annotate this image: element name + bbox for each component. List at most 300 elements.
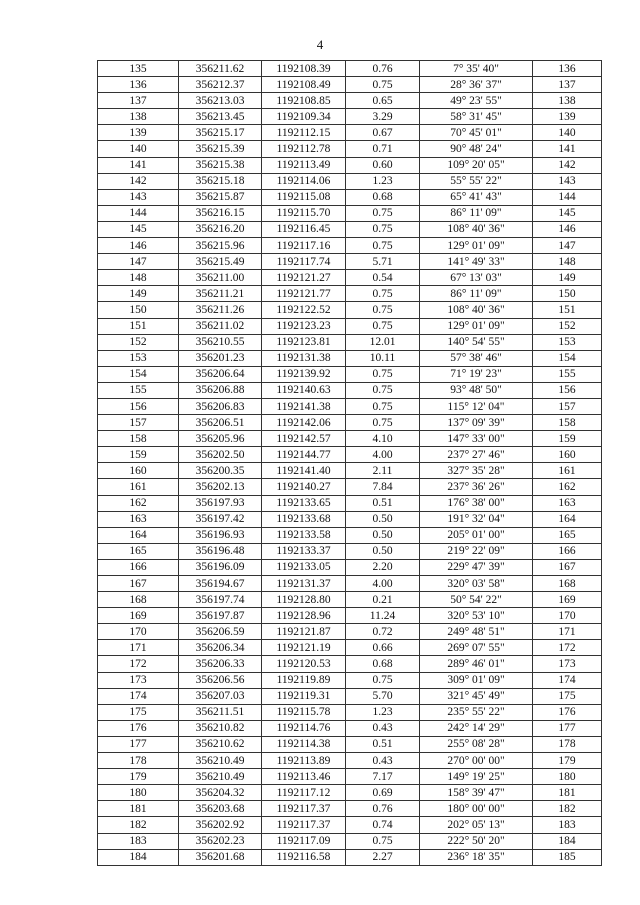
- point-number-cell: 135: [98, 61, 179, 77]
- y-coordinate-cell: 1192133.58: [262, 527, 346, 543]
- y-coordinate-cell: 1192128.80: [262, 592, 346, 608]
- table-row: [98, 415, 602, 431]
- point-number-cell: 170: [98, 624, 179, 640]
- table-row: [98, 527, 602, 543]
- table-row: [98, 382, 602, 398]
- table-row: [98, 398, 602, 414]
- table-row: [98, 769, 602, 785]
- y-coordinate-cell: 1192115.08: [262, 189, 346, 205]
- distance-cell: 0.75: [346, 221, 420, 237]
- distance-cell: 7.84: [346, 479, 420, 495]
- y-coordinate-cell: 1192119.89: [262, 672, 346, 688]
- next-point-number-cell: 166: [533, 543, 602, 559]
- point-number-cell: 157: [98, 415, 179, 431]
- table-row: [98, 592, 602, 608]
- table-row: [98, 511, 602, 527]
- x-coordinate-cell: 356215.49: [179, 254, 262, 270]
- x-coordinate-cell: 356197.42: [179, 511, 262, 527]
- y-coordinate-cell: 1192133.65: [262, 495, 346, 511]
- next-point-number-cell: 141: [533, 141, 602, 157]
- x-coordinate-cell: 356202.13: [179, 479, 262, 495]
- y-coordinate-cell: 1192108.39: [262, 61, 346, 77]
- y-coordinate-cell: 1192133.68: [262, 511, 346, 527]
- bearing-cell: 191° 32' 04": [420, 511, 533, 527]
- x-coordinate-cell: 356215.17: [179, 125, 262, 141]
- bearing-cell: 255° 08' 28": [420, 736, 533, 752]
- point-number-cell: 150: [98, 302, 179, 318]
- point-number-cell: 167: [98, 576, 179, 592]
- y-coordinate-cell: 1192121.77: [262, 286, 346, 302]
- y-coordinate-cell: 1192142.57: [262, 431, 346, 447]
- distance-cell: 0.50: [346, 543, 420, 559]
- table-row: [98, 543, 602, 559]
- y-coordinate-cell: 1192133.37: [262, 543, 346, 559]
- distance-cell: 10.11: [346, 350, 420, 366]
- point-number-cell: 139: [98, 125, 179, 141]
- table-row: [98, 785, 602, 801]
- x-coordinate-cell: 356206.59: [179, 624, 262, 640]
- x-coordinate-cell: 356213.45: [179, 109, 262, 125]
- x-coordinate-cell: 356196.48: [179, 543, 262, 559]
- bearing-cell: 249° 48' 51": [420, 624, 533, 640]
- table-row: [98, 254, 602, 270]
- next-point-number-cell: 159: [533, 431, 602, 447]
- bearing-cell: 158° 39' 47": [420, 785, 533, 801]
- next-point-number-cell: 171: [533, 624, 602, 640]
- table-row: [98, 849, 602, 865]
- x-coordinate-cell: 356215.87: [179, 189, 262, 205]
- y-coordinate-cell: 1192144.77: [262, 447, 346, 463]
- distance-cell: 5.70: [346, 688, 420, 704]
- distance-cell: 1.23: [346, 173, 420, 189]
- point-number-cell: 182: [98, 817, 179, 833]
- x-coordinate-cell: 356211.51: [179, 704, 262, 720]
- next-point-number-cell: 150: [533, 286, 602, 302]
- next-point-number-cell: 151: [533, 302, 602, 318]
- coordinates-table-body: [98, 61, 602, 866]
- bearing-cell: 55° 55' 22": [420, 173, 533, 189]
- x-coordinate-cell: 356202.50: [179, 447, 262, 463]
- bearing-cell: 235° 55' 22": [420, 704, 533, 720]
- x-coordinate-cell: 356197.93: [179, 495, 262, 511]
- point-number-cell: 169: [98, 608, 179, 624]
- next-point-number-cell: 184: [533, 833, 602, 849]
- distance-cell: 0.60: [346, 157, 420, 173]
- point-number-cell: 142: [98, 173, 179, 189]
- point-number-cell: 136: [98, 77, 179, 93]
- x-coordinate-cell: 356207.03: [179, 688, 262, 704]
- next-point-number-cell: 144: [533, 189, 602, 205]
- table-row: [98, 640, 602, 656]
- x-coordinate-cell: 356210.55: [179, 334, 262, 350]
- bearing-cell: 236° 18' 35": [420, 849, 533, 865]
- point-number-cell: 143: [98, 189, 179, 205]
- bearing-cell: 222° 50' 20": [420, 833, 533, 849]
- table-row: [98, 93, 602, 109]
- x-coordinate-cell: 356211.21: [179, 286, 262, 302]
- point-number-cell: 173: [98, 672, 179, 688]
- y-coordinate-cell: 1192122.52: [262, 302, 346, 318]
- x-coordinate-cell: 356211.02: [179, 318, 262, 334]
- x-coordinate-cell: 356202.92: [179, 817, 262, 833]
- point-number-cell: 166: [98, 559, 179, 575]
- point-number-cell: 176: [98, 720, 179, 736]
- bearing-cell: 320° 03' 58": [420, 576, 533, 592]
- x-coordinate-cell: 356196.09: [179, 559, 262, 575]
- table-row: [98, 141, 602, 157]
- y-coordinate-cell: 1192123.81: [262, 334, 346, 350]
- point-number-cell: 165: [98, 543, 179, 559]
- next-point-number-cell: 181: [533, 785, 602, 801]
- bearing-cell: 28° 36' 37": [420, 77, 533, 93]
- bearing-cell: 242° 14' 29": [420, 720, 533, 736]
- table-row: [98, 125, 602, 141]
- y-coordinate-cell: 1192131.38: [262, 350, 346, 366]
- x-coordinate-cell: 356201.23: [179, 350, 262, 366]
- next-point-number-cell: 180: [533, 769, 602, 785]
- bearing-cell: 147° 33' 00": [420, 431, 533, 447]
- next-point-number-cell: 179: [533, 753, 602, 769]
- bearing-cell: 269° 07' 55": [420, 640, 533, 656]
- bearing-cell: 57° 38' 46": [420, 350, 533, 366]
- y-coordinate-cell: 1192114.06: [262, 173, 346, 189]
- bearing-cell: 237° 27' 46": [420, 447, 533, 463]
- point-number-cell: 183: [98, 833, 179, 849]
- bearing-cell: 49° 23' 55": [420, 93, 533, 109]
- next-point-number-cell: 162: [533, 479, 602, 495]
- distance-cell: 0.51: [346, 495, 420, 511]
- bearing-cell: 320° 53' 10": [420, 608, 533, 624]
- point-number-cell: 180: [98, 785, 179, 801]
- x-coordinate-cell: 356215.18: [179, 173, 262, 189]
- point-number-cell: 174: [98, 688, 179, 704]
- next-point-number-cell: 149: [533, 270, 602, 286]
- distance-cell: 0.71: [346, 141, 420, 157]
- table-row: [98, 189, 602, 205]
- distance-cell: 0.75: [346, 672, 420, 688]
- table-row: [98, 77, 602, 93]
- x-coordinate-cell: 356196.93: [179, 527, 262, 543]
- x-coordinate-cell: 356211.26: [179, 302, 262, 318]
- distance-cell: 0.68: [346, 189, 420, 205]
- x-coordinate-cell: 356213.03: [179, 93, 262, 109]
- distance-cell: 0.75: [346, 382, 420, 398]
- next-point-number-cell: 143: [533, 173, 602, 189]
- next-point-number-cell: 155: [533, 366, 602, 382]
- x-coordinate-cell: 356210.62: [179, 736, 262, 752]
- next-point-number-cell: 158: [533, 415, 602, 431]
- table-row: [98, 608, 602, 624]
- point-number-cell: 146: [98, 238, 179, 254]
- x-coordinate-cell: 356215.96: [179, 238, 262, 254]
- next-point-number-cell: 170: [533, 608, 602, 624]
- point-number-cell: 137: [98, 93, 179, 109]
- table-row: [98, 350, 602, 366]
- distance-cell: 2.27: [346, 849, 420, 865]
- y-coordinate-cell: 1192117.74: [262, 254, 346, 270]
- x-coordinate-cell: 356205.96: [179, 431, 262, 447]
- bearing-cell: 205° 01' 00": [420, 527, 533, 543]
- next-point-number-cell: 139: [533, 109, 602, 125]
- table-row: [98, 704, 602, 720]
- bearing-cell: 237° 36' 26": [420, 479, 533, 495]
- bearing-cell: 7° 35' 40": [420, 61, 533, 77]
- table-row: [98, 334, 602, 350]
- next-point-number-cell: 156: [533, 382, 602, 398]
- point-number-cell: 145: [98, 221, 179, 237]
- table-row: [98, 366, 602, 382]
- next-point-number-cell: 173: [533, 656, 602, 672]
- x-coordinate-cell: 356206.88: [179, 382, 262, 398]
- table-row: [98, 559, 602, 575]
- table-row: [98, 238, 602, 254]
- x-coordinate-cell: 356212.37: [179, 77, 262, 93]
- x-coordinate-cell: 356206.56: [179, 672, 262, 688]
- next-point-number-cell: 178: [533, 736, 602, 752]
- bearing-cell: 108° 40' 36": [420, 221, 533, 237]
- y-coordinate-cell: 1192139.92: [262, 366, 346, 382]
- bearing-cell: 309° 01' 09": [420, 672, 533, 688]
- bearing-cell: 129° 01' 09": [420, 318, 533, 334]
- next-point-number-cell: 165: [533, 527, 602, 543]
- y-coordinate-cell: 1192114.76: [262, 720, 346, 736]
- bearing-cell: 202° 05' 13": [420, 817, 533, 833]
- next-point-number-cell: 163: [533, 495, 602, 511]
- y-coordinate-cell: 1192113.46: [262, 769, 346, 785]
- table-row: [98, 720, 602, 736]
- next-point-number-cell: 185: [533, 849, 602, 865]
- distance-cell: 0.75: [346, 77, 420, 93]
- point-number-cell: 184: [98, 849, 179, 865]
- distance-cell: 0.51: [346, 736, 420, 752]
- next-point-number-cell: 136: [533, 61, 602, 77]
- x-coordinate-cell: 356197.74: [179, 592, 262, 608]
- point-number-cell: 159: [98, 447, 179, 463]
- distance-cell: 4.00: [346, 576, 420, 592]
- next-point-number-cell: 164: [533, 511, 602, 527]
- bearing-cell: 149° 19' 25": [420, 769, 533, 785]
- table-row: [98, 109, 602, 125]
- distance-cell: 0.21: [346, 592, 420, 608]
- next-point-number-cell: 167: [533, 559, 602, 575]
- table-row: [98, 270, 602, 286]
- next-point-number-cell: 137: [533, 77, 602, 93]
- distance-cell: 0.43: [346, 720, 420, 736]
- bearing-cell: 115° 12' 04": [420, 398, 533, 414]
- table-row: [98, 801, 602, 817]
- distance-cell: 4.10: [346, 431, 420, 447]
- table-row: [98, 817, 602, 833]
- point-number-cell: 178: [98, 753, 179, 769]
- x-coordinate-cell: 356202.23: [179, 833, 262, 849]
- next-point-number-cell: 168: [533, 576, 602, 592]
- bearing-cell: 289° 46' 01": [420, 656, 533, 672]
- x-coordinate-cell: 356200.35: [179, 463, 262, 479]
- y-coordinate-cell: 1192117.09: [262, 833, 346, 849]
- point-number-cell: 151: [98, 318, 179, 334]
- distance-cell: 0.43: [346, 753, 420, 769]
- x-coordinate-cell: 356197.87: [179, 608, 262, 624]
- table-row: [98, 656, 602, 672]
- y-coordinate-cell: 1192121.87: [262, 624, 346, 640]
- distance-cell: 0.67: [346, 125, 420, 141]
- table-row: [98, 302, 602, 318]
- bearing-cell: 86° 11' 09": [420, 286, 533, 302]
- next-point-number-cell: 138: [533, 93, 602, 109]
- distance-cell: 0.50: [346, 511, 420, 527]
- bearing-cell: 90° 48' 24": [420, 141, 533, 157]
- y-coordinate-cell: 1192141.38: [262, 398, 346, 414]
- y-coordinate-cell: 1192115.78: [262, 704, 346, 720]
- y-coordinate-cell: 1192117.16: [262, 238, 346, 254]
- next-point-number-cell: 157: [533, 398, 602, 414]
- y-coordinate-cell: 1192128.96: [262, 608, 346, 624]
- point-number-cell: 153: [98, 350, 179, 366]
- point-number-cell: 175: [98, 704, 179, 720]
- y-coordinate-cell: 1192108.85: [262, 93, 346, 109]
- point-number-cell: 171: [98, 640, 179, 656]
- y-coordinate-cell: 1192112.15: [262, 125, 346, 141]
- table-row: [98, 431, 602, 447]
- distance-cell: 0.74: [346, 817, 420, 833]
- next-point-number-cell: 145: [533, 205, 602, 221]
- distance-cell: 0.76: [346, 801, 420, 817]
- table-row: [98, 833, 602, 849]
- y-coordinate-cell: 1192133.05: [262, 559, 346, 575]
- x-coordinate-cell: 356206.83: [179, 398, 262, 414]
- y-coordinate-cell: 1192140.63: [262, 382, 346, 398]
- table-row: [98, 576, 602, 592]
- bearing-cell: 229° 47' 39": [420, 559, 533, 575]
- bearing-cell: 327° 35' 28": [420, 463, 533, 479]
- point-number-cell: 177: [98, 736, 179, 752]
- bearing-cell: 50° 54' 22": [420, 592, 533, 608]
- page-number: 4: [316, 37, 324, 52]
- next-point-number-cell: 176: [533, 704, 602, 720]
- point-number-cell: 140: [98, 141, 179, 157]
- distance-cell: 3.29: [346, 109, 420, 125]
- point-number-cell: 154: [98, 366, 179, 382]
- bearing-cell: 129° 01' 09": [420, 238, 533, 254]
- table-row: [98, 688, 602, 704]
- table-row: [98, 463, 602, 479]
- y-coordinate-cell: 1192112.78: [262, 141, 346, 157]
- table-row: [98, 157, 602, 173]
- bearing-cell: 141° 49' 33": [420, 254, 533, 270]
- point-number-cell: 138: [98, 109, 179, 125]
- y-coordinate-cell: 1192115.70: [262, 205, 346, 221]
- y-coordinate-cell: 1192108.49: [262, 77, 346, 93]
- distance-cell: 0.66: [346, 640, 420, 656]
- next-point-number-cell: 175: [533, 688, 602, 704]
- x-coordinate-cell: 356206.64: [179, 366, 262, 382]
- y-coordinate-cell: 1192116.45: [262, 221, 346, 237]
- table-row: [98, 672, 602, 688]
- point-number-cell: 144: [98, 205, 179, 221]
- distance-cell: 12.01: [346, 334, 420, 350]
- distance-cell: 0.75: [346, 366, 420, 382]
- x-coordinate-cell: 356206.51: [179, 415, 262, 431]
- distance-cell: 0.75: [346, 302, 420, 318]
- distance-cell: 2.11: [346, 463, 420, 479]
- bearing-cell: 137° 09' 39": [420, 415, 533, 431]
- distance-cell: 0.65: [346, 93, 420, 109]
- y-coordinate-cell: 1192114.38: [262, 736, 346, 752]
- table-row: [98, 736, 602, 752]
- table-row: [98, 205, 602, 221]
- point-number-cell: 168: [98, 592, 179, 608]
- bearing-cell: 67° 13' 03": [420, 270, 533, 286]
- distance-cell: 0.54: [346, 270, 420, 286]
- next-point-number-cell: 146: [533, 221, 602, 237]
- x-coordinate-cell: 356215.39: [179, 141, 262, 157]
- coordinates-table: [97, 60, 602, 866]
- next-point-number-cell: 147: [533, 238, 602, 254]
- next-point-number-cell: 183: [533, 817, 602, 833]
- distance-cell: 0.72: [346, 624, 420, 640]
- y-coordinate-cell: 1192117.37: [262, 817, 346, 833]
- y-coordinate-cell: 1192116.58: [262, 849, 346, 865]
- point-number-cell: 152: [98, 334, 179, 350]
- bearing-cell: 180° 00' 00": [420, 801, 533, 817]
- y-coordinate-cell: 1192113.49: [262, 157, 346, 173]
- point-number-cell: 160: [98, 463, 179, 479]
- next-point-number-cell: 177: [533, 720, 602, 736]
- next-point-number-cell: 174: [533, 672, 602, 688]
- table-row: [98, 173, 602, 189]
- x-coordinate-cell: 356210.82: [179, 720, 262, 736]
- x-coordinate-cell: 356211.00: [179, 270, 262, 286]
- distance-cell: 1.23: [346, 704, 420, 720]
- distance-cell: 0.75: [346, 286, 420, 302]
- bearing-cell: 140° 54' 55": [420, 334, 533, 350]
- point-number-cell: 164: [98, 527, 179, 543]
- table-row: [98, 318, 602, 334]
- table-row: [98, 479, 602, 495]
- table-row: [98, 447, 602, 463]
- x-coordinate-cell: 356204.32: [179, 785, 262, 801]
- next-point-number-cell: 140: [533, 125, 602, 141]
- y-coordinate-cell: 1192123.23: [262, 318, 346, 334]
- x-coordinate-cell: 356203.68: [179, 801, 262, 817]
- x-coordinate-cell: 356211.62: [179, 61, 262, 77]
- bearing-cell: 109° 20' 05": [420, 157, 533, 173]
- y-coordinate-cell: 1192140.27: [262, 479, 346, 495]
- y-coordinate-cell: 1192142.06: [262, 415, 346, 431]
- bearing-cell: 70° 45' 01": [420, 125, 533, 141]
- distance-cell: 7.17: [346, 769, 420, 785]
- bearing-cell: 270° 00' 00": [420, 753, 533, 769]
- x-coordinate-cell: 356216.20: [179, 221, 262, 237]
- bearing-cell: 93° 48' 50": [420, 382, 533, 398]
- y-coordinate-cell: 1192119.31: [262, 688, 346, 704]
- point-number-cell: 141: [98, 157, 179, 173]
- point-number-cell: 156: [98, 398, 179, 414]
- point-number-cell: 161: [98, 479, 179, 495]
- x-coordinate-cell: 356194.67: [179, 576, 262, 592]
- table-row: [98, 753, 602, 769]
- x-coordinate-cell: 356215.38: [179, 157, 262, 173]
- x-coordinate-cell: 356210.49: [179, 753, 262, 769]
- y-coordinate-cell: 1192113.89: [262, 753, 346, 769]
- bearing-cell: 86° 11' 09": [420, 205, 533, 221]
- bearing-cell: 176° 38' 00": [420, 495, 533, 511]
- y-coordinate-cell: 1192141.40: [262, 463, 346, 479]
- bearing-cell: 219° 22' 09": [420, 543, 533, 559]
- distance-cell: 11.24: [346, 608, 420, 624]
- y-coordinate-cell: 1192121.19: [262, 640, 346, 656]
- next-point-number-cell: 182: [533, 801, 602, 817]
